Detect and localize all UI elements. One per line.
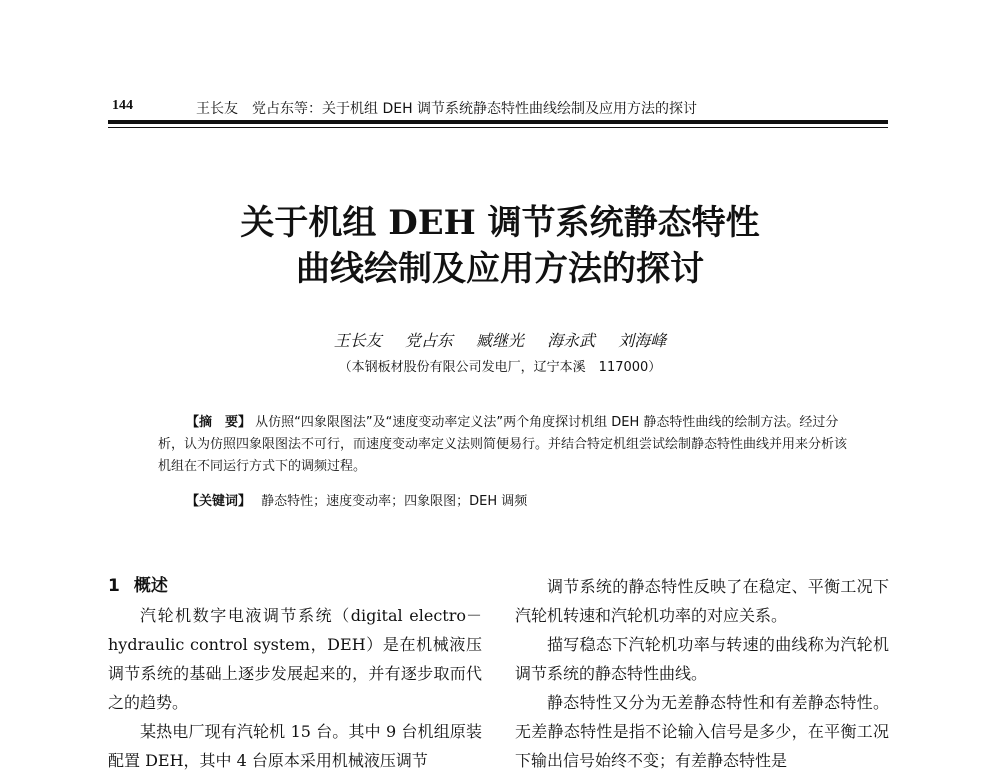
body-paragraph: 静态特性又分为无差静态特性和有差静态特性。无差静态特性是指不论输入信号是多少，在平衡工况下输出信号始终不变；有差静态特性是: [515, 693, 889, 770]
author-name: 王长友: [333, 331, 382, 350]
keywords: [186, 490, 527, 509]
body-paragraph: 调节系统的静态特性反映了在稳定、平衡工况下汽轮机转速和汽轮机功率的对应关系。: [515, 577, 889, 625]
paper-title: [100, 200, 900, 292]
abstract-label: 【摘 要】: [186, 415, 252, 430]
abstract-text: 从仿照“四象限图法”及“速度变动率定义法”两个角度探讨机组 DEH 静态特性曲线的绘制方法。经过分析，认为仿照四象限图法不可行，而速度变动率定义法则简便易行。并结合特定机组尝试绘制静态特性曲线并用来分析该机组在不同运行方式下的调频过程。: [158, 415, 848, 474]
section-title: 概述: [133, 576, 168, 596]
title-line-2: 曲线绘制及应用方法的探讨: [296, 249, 704, 289]
title-line-1: 关于机组 DEH 调节系统静态特性: [240, 203, 760, 243]
running-header: [108, 98, 888, 120]
body-paragraph: 某热电厂现有汽轮机 15 台。其中 9 台机组原装配置 DEH，其中 4 台原本采用机械液压调节: [108, 722, 482, 770]
section-heading: [108, 572, 482, 601]
affiliation: （本钢板材股份有限公司发电厂，辽宁本溪 117000）: [338, 360, 662, 375]
body-paragraph: 汽轮机数字电液调节系统（digital electro－hydraulic control system，DEH）是在机械液压调节系统的基础上逐步发展起来的，并有逐步取而代之的趋势。: [108, 606, 482, 712]
author-list: [100, 328, 900, 351]
body-column-left: [108, 572, 482, 775]
author-name: 刘海峰: [618, 331, 667, 350]
author-name: 海永武: [547, 331, 596, 350]
body-column-right: [515, 572, 889, 775]
author-name: 臧继光: [475, 331, 524, 350]
keywords-text: 静态特性；速度变动率；四象限图；DEH 调频: [261, 494, 528, 509]
page-number: 144: [112, 98, 133, 113]
body-paragraph: 描写稳态下汽轮机功率与转速的曲线称为汽轮机调节系统的静态特性曲线。: [515, 635, 889, 683]
header-rule-thin: [108, 127, 888, 128]
keywords-label: 【关键词】: [186, 494, 252, 509]
section-number: 1: [108, 576, 120, 596]
abstract: [158, 412, 848, 478]
running-title: 王长友 党占东等：关于机组 DEH 调节系统静态特性曲线绘制及应用方法的探讨: [196, 101, 698, 117]
header-rule: [108, 120, 888, 124]
author-name: 党占东: [404, 331, 453, 350]
